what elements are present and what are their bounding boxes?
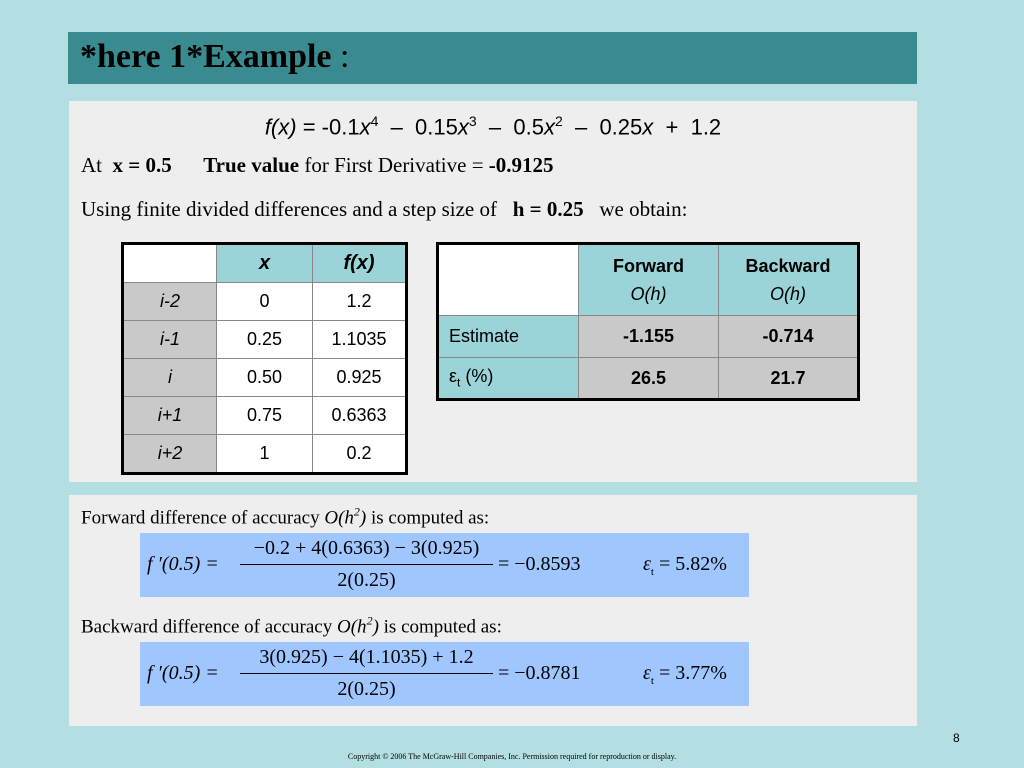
table-row [123, 435, 407, 474]
h-value: h = 0.25 [512, 197, 584, 221]
slide-title [80, 38, 349, 76]
backward-tail: is computed as: [378, 616, 502, 638]
table-row [123, 397, 407, 435]
forward-equation-box [140, 533, 749, 597]
backward-intro-text: Backward difference of accuracy [81, 616, 337, 638]
at-label: At [81, 153, 102, 177]
backward-header [719, 244, 859, 316]
table-row [123, 283, 407, 321]
table-cell: 1.2 [313, 283, 407, 321]
row-label: Estimate [438, 316, 579, 358]
forward-header [579, 244, 719, 316]
fx-lhs: f(x) [264, 114, 297, 140]
page-number: 8 [953, 731, 960, 745]
table-cell: 0.2 [313, 435, 407, 474]
backward-fraction [240, 646, 493, 702]
table-header-row [123, 244, 407, 283]
backward-error [643, 662, 727, 687]
table-cell: 1.1035 [313, 321, 407, 359]
order-exp: 2 [366, 614, 373, 628]
step-text: Using finite divided differences and a step size of [81, 197, 497, 221]
fx-p3: 2 [554, 113, 563, 129]
forward-numerator: −0.2 + 4(0.6363) − 3(0.925) [253, 537, 480, 559]
table-cell: 26.5 [579, 358, 719, 400]
forward-error-value: = 5.82% [658, 553, 727, 575]
for-text: for First Derivative = [299, 153, 489, 177]
table-header-cell: f(x) [313, 244, 407, 283]
fx-x2: x [457, 114, 469, 140]
backward-lhs: f ′(0.5) = [147, 662, 219, 684]
results-table [436, 242, 860, 401]
row-label: i-2 [123, 283, 217, 321]
fraction-bar [240, 564, 493, 565]
table-header-cell [123, 244, 217, 283]
table-cell: 0 [217, 283, 313, 321]
backward-numerator: 3(0.925) − 4(1.1035) + 1.2 [259, 646, 474, 668]
slide-title-main: *here 1*Example [80, 38, 332, 75]
forward-tail: is computed as: [366, 507, 490, 529]
backward-error-value: = 3.77% [658, 662, 727, 684]
table-cell: 0.75 [217, 397, 313, 435]
fx-term5: + 1.2 [653, 114, 722, 140]
order-text: O(h [324, 507, 354, 529]
fx-eq: = [296, 114, 322, 140]
step-suffix: we obtain: [599, 197, 688, 221]
table-row [438, 316, 859, 358]
fx-x3: x [543, 114, 555, 140]
function-definition [69, 113, 917, 140]
table-cell: 1 [217, 435, 313, 474]
computation-panel [69, 495, 917, 726]
table-row [438, 358, 859, 400]
true-value: -0.9125 [488, 153, 554, 177]
fx-term3: – 0.5 [476, 114, 544, 140]
forward-denominator: 2(0.25) [337, 569, 396, 591]
step-line [81, 197, 687, 222]
forward-intro-text: Forward difference of accuracy [81, 507, 325, 529]
order-text: O(h [337, 616, 367, 638]
table-header-row [438, 244, 859, 316]
table-row [123, 359, 407, 397]
table-cell: 0.25 [217, 321, 313, 359]
percent-unit: (%) [460, 366, 494, 387]
data-table [121, 242, 408, 475]
table-header-cell: x [217, 244, 313, 283]
backward-label: Backward [745, 256, 831, 276]
row-label: i-1 [123, 321, 217, 359]
fx-p1: 4 [370, 113, 379, 129]
epsilon-symbol: ε [643, 662, 651, 684]
forward-order: O(h) [630, 284, 667, 304]
fx-p2: 3 [468, 113, 477, 129]
backward-intro [81, 614, 502, 638]
table-cell: -1.155 [579, 316, 719, 358]
row-label: i+1 [123, 397, 217, 435]
epsilon-symbol: ε [643, 553, 651, 575]
table-row [123, 321, 407, 359]
fx-x1: x [359, 114, 371, 140]
row-label: i+2 [123, 435, 217, 474]
order-exp: 2 [353, 505, 360, 519]
table-cell: 21.7 [719, 358, 859, 400]
forward-intro [81, 505, 489, 529]
backward-denominator: 2(0.25) [337, 678, 396, 700]
forward-result: = −0.8593 [498, 553, 581, 575]
epsilon-sub: t [650, 566, 654, 578]
table-header-cell [438, 244, 579, 316]
backward-order: O(h) [770, 284, 806, 304]
backward-equation-box [140, 642, 749, 706]
x-value: x = 0.5 [112, 153, 172, 177]
fx-term2: – 0.15 [378, 114, 458, 140]
order-close: ) [359, 507, 367, 529]
fx-term4: – 0.25 [562, 114, 643, 140]
epsilon-symbol: ε [449, 366, 458, 387]
order-close: ) [372, 616, 379, 638]
table-cell: -0.714 [719, 316, 859, 358]
table-cell: 0.925 [313, 359, 407, 397]
table-cell: 0.50 [217, 359, 313, 397]
copyright-footer: Copyright © 2006 The McGraw-Hill Companies, Inc. Permission required for reproduction or display. [347, 752, 677, 761]
at-line [81, 153, 554, 178]
row-label: i [123, 359, 217, 397]
slide-title-colon: : [331, 38, 350, 75]
backward-result: = −0.8781 [498, 662, 581, 684]
epsilon-sub: t [457, 375, 461, 390]
fx-term1: -0.1 [321, 114, 360, 140]
fraction-bar [240, 673, 493, 674]
title-bar [68, 32, 917, 84]
epsilon-sub: t [650, 675, 654, 687]
true-value-label: True value [203, 153, 300, 177]
problem-panel [69, 101, 917, 482]
forward-lhs: f ′(0.5) = [147, 553, 219, 575]
table-cell: 0.6363 [313, 397, 407, 435]
forward-error [643, 553, 727, 578]
fx-x4: x [642, 114, 654, 140]
forward-fraction [240, 537, 493, 593]
forward-label: Forward [612, 256, 684, 276]
row-label [438, 358, 579, 400]
